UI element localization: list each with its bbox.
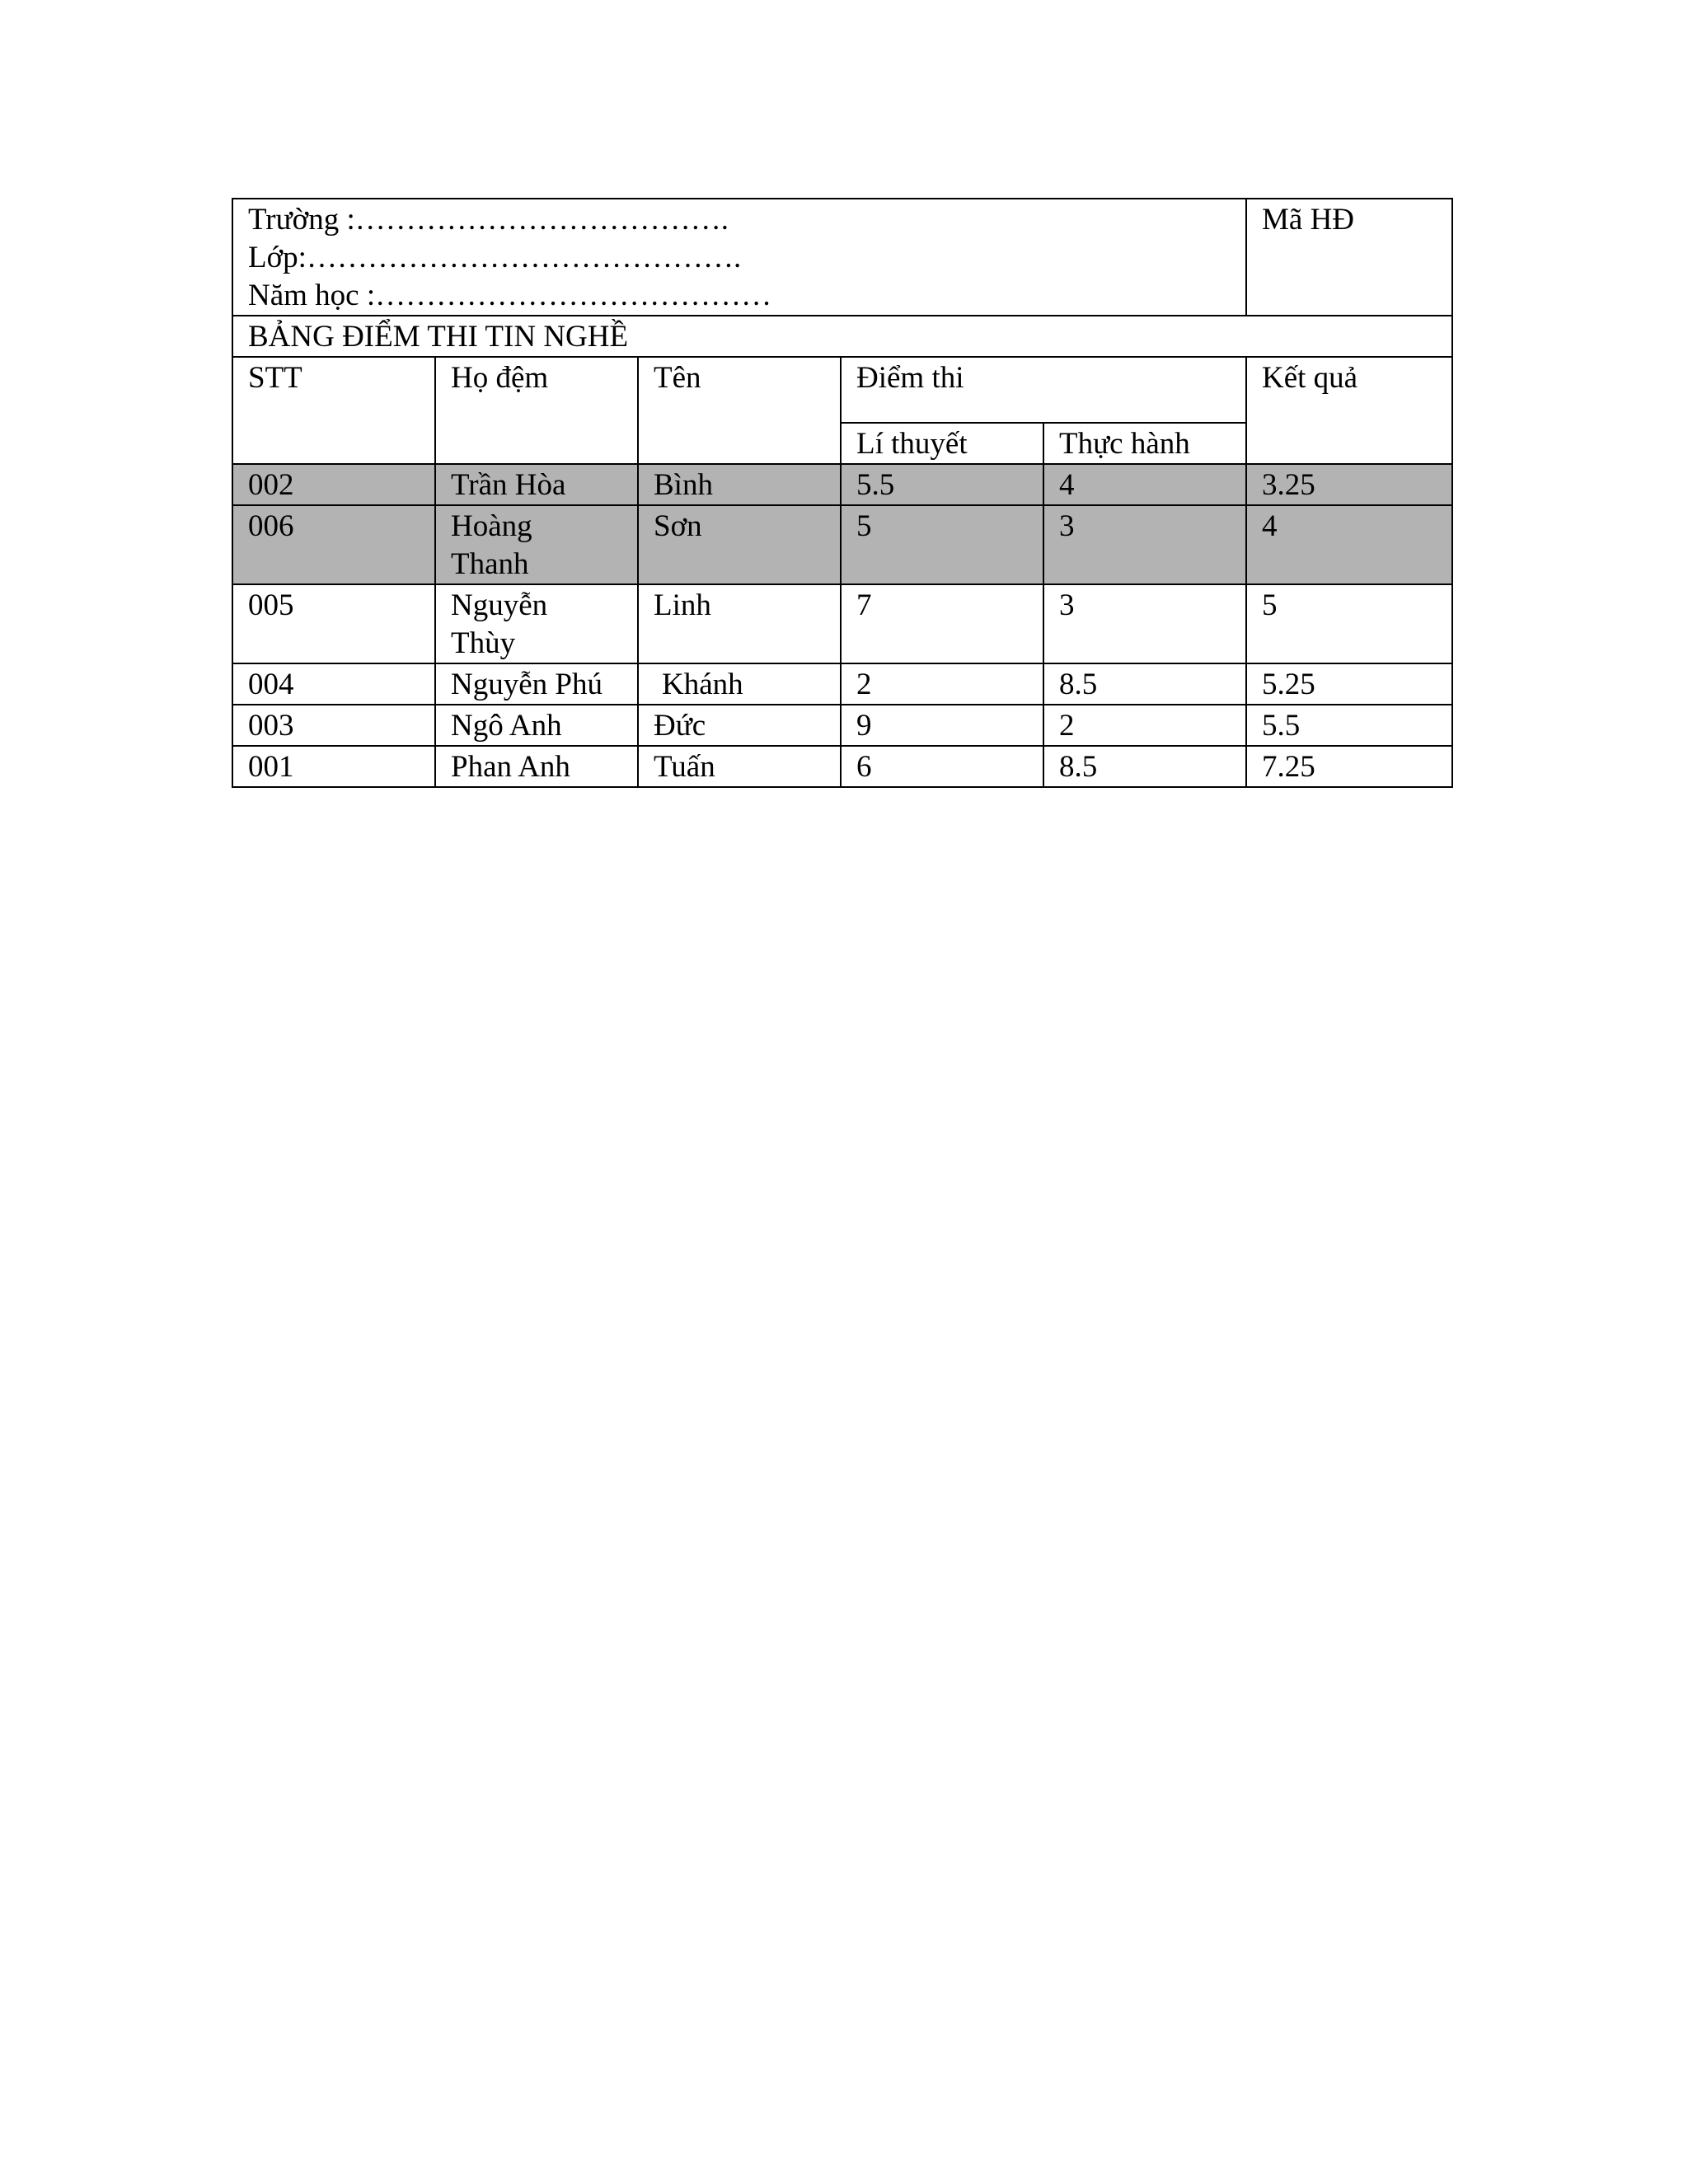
cell-thuc-hanh: 4 <box>1043 464 1246 505</box>
cell-thuc-hanh: 2 <box>1043 705 1246 746</box>
cell-stt: 004 <box>232 663 435 705</box>
col-ten: Tên <box>638 357 841 464</box>
col-li-thuyet: Lí thuyết <box>841 423 1043 464</box>
cell-thuc-hanh: 8.5 <box>1043 663 1246 705</box>
cell-thuc-hanh: 8.5 <box>1043 746 1246 787</box>
code-label: Mã HĐ <box>1246 199 1452 316</box>
cell-thuc-hanh: 3 <box>1043 505 1246 584</box>
table-title: BẢNG ĐIỂM THI TIN NGHỀ <box>232 316 1452 357</box>
cell-ten: Tuấn <box>638 746 841 787</box>
cell-li-thuyet: 2 <box>841 663 1043 705</box>
cell-li-thuyet: 9 <box>841 705 1043 746</box>
table-row <box>232 584 1452 663</box>
col-stt: STT <box>232 357 435 464</box>
cell-stt: 005 <box>232 584 435 663</box>
school-line: Trường :………………………………. <box>248 203 729 237</box>
cell-ho-dem: Hoàng Thanh <box>435 505 638 584</box>
cell-ho-dem: Nguyễn Thùy <box>435 584 638 663</box>
cell-li-thuyet: 5.5 <box>841 464 1043 505</box>
cell-ho-dem: Ngô Anh <box>435 705 638 746</box>
cell-ho-dem: Nguyễn Phú <box>435 663 638 705</box>
cell-ket-qua: 5.25 <box>1246 663 1452 705</box>
cell-thuc-hanh: 3 <box>1043 584 1246 663</box>
cell-ket-qua: 5.5 <box>1246 705 1452 746</box>
table-row <box>232 505 1452 584</box>
cell-stt: 002 <box>232 464 435 505</box>
cell-ho-dem: Phan Anh <box>435 746 638 787</box>
cell-li-thuyet: 5 <box>841 505 1043 584</box>
col-ho-dem: Họ đệm <box>435 357 638 464</box>
col-thuc-hanh: Thực hành <box>1043 423 1246 464</box>
cell-ten: Đức <box>638 705 841 746</box>
cell-ket-qua: 4 <box>1246 505 1452 584</box>
cell-ten: Sơn <box>638 505 841 584</box>
cell-ket-qua: 5 <box>1246 584 1452 663</box>
cell-ten: Bình <box>638 464 841 505</box>
class-line: Lớp:……………………………………. <box>248 241 742 274</box>
cell-stt: 006 <box>232 505 435 584</box>
title-row <box>232 316 1452 357</box>
table-row <box>232 464 1452 505</box>
school-info-cell <box>232 199 1246 316</box>
cell-li-thuyet: 7 <box>841 584 1043 663</box>
score-sheet <box>232 198 1451 788</box>
cell-ket-qua: 7.25 <box>1246 746 1452 787</box>
year-line: Năm học :………………………………… <box>248 279 772 312</box>
col-ket-qua: Kết quả <box>1246 357 1452 464</box>
cell-ten: Khánh <box>638 663 841 705</box>
cell-ket-qua: 3.25 <box>1246 464 1452 505</box>
column-header-row <box>232 357 1452 423</box>
cell-stt: 003 <box>232 705 435 746</box>
cell-li-thuyet: 6 <box>841 746 1043 787</box>
cell-ho-dem: Trần Hòa <box>435 464 638 505</box>
cell-ten: Linh <box>638 584 841 663</box>
table-row <box>232 746 1452 787</box>
cell-stt: 001 <box>232 746 435 787</box>
col-diem-thi: Điểm thi <box>841 357 1246 423</box>
header-info-row <box>232 199 1452 316</box>
table-row <box>232 663 1452 705</box>
score-table <box>232 198 1453 788</box>
table-row <box>232 705 1452 746</box>
